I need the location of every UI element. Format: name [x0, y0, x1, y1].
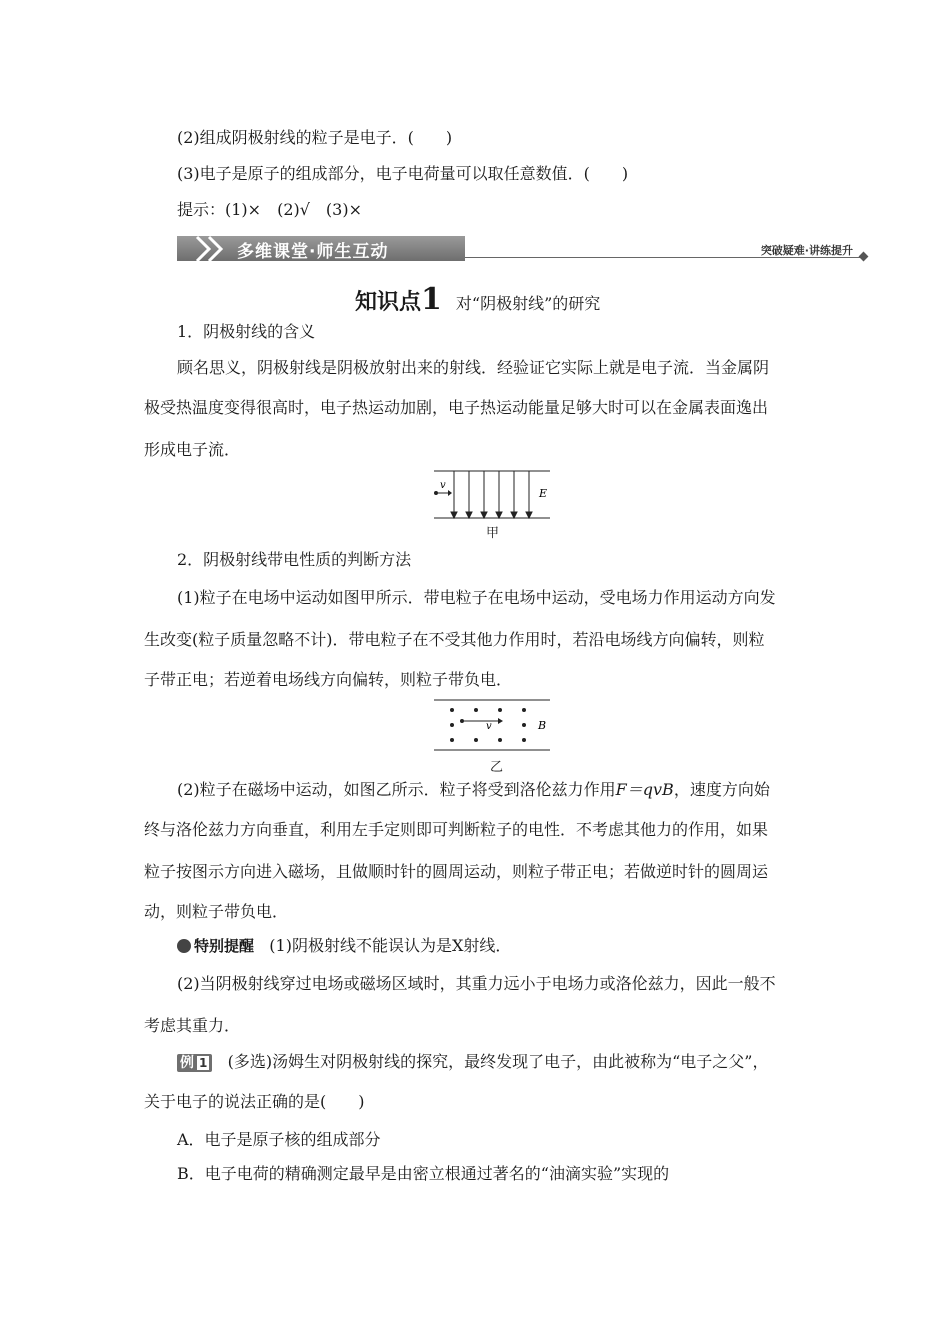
section3-p1b: ，速度方向始: [673, 780, 770, 799]
example-badge: [177, 1054, 212, 1072]
hint: 提示：(1)× (2)√ (3)×: [177, 200, 363, 219]
statement-2: (2)组成阴极射线的粒子是电子．( ): [177, 128, 453, 147]
kp-number: 1: [421, 282, 442, 317]
fig-yi-field-label: B: [538, 719, 547, 732]
lorentz-formula: F＝qvB: [615, 780, 674, 799]
section3-p1a: (2)粒子在磁场中运动，如图乙所示．粒子将受到洛伦兹力作用: [177, 780, 616, 799]
special-p2: (2)当阴极射线穿过电场或磁场区域时，其重力远小于电场力或洛伦兹力，因此一般不: [177, 974, 776, 993]
figure-magnetic-field: [428, 697, 558, 757]
special-p3: 考虑其重力．: [144, 1016, 241, 1035]
section3-p4: 动，则粒子带负电．: [144, 902, 289, 921]
special-label: 特别提醒: [194, 937, 255, 955]
special-p1: (1)阴极射线不能误认为是X射线．: [269, 936, 512, 955]
option-b: B．电子电荷的精确测定最早是由密立根通过著名的“油滴实验”实现的: [177, 1164, 670, 1183]
option-a: A．电子是原子核的组成部分: [177, 1130, 381, 1149]
section1-p2: 极受热温度变得很高时，电子热运动加剧，电子热运动能量足够大时可以在金属表面逸出: [144, 398, 769, 417]
fig-jia-v-label: v: [440, 480, 446, 491]
example-label: 例: [180, 1055, 194, 1071]
figure-jia-caption: 甲: [486, 526, 500, 541]
chevron-arrows-icon: [191, 234, 241, 264]
section2-heading: 2．阴极射线带电性质的判断方法: [177, 550, 412, 569]
knowledge-point-heading: [355, 282, 600, 317]
particle-dot: [434, 491, 438, 495]
figure-yi-caption: 乙: [490, 760, 504, 775]
special-reminder: [177, 936, 511, 956]
kp-label: 知识点: [355, 290, 422, 315]
example-q2: 关于电子的说法正确的是( ): [144, 1092, 365, 1111]
section1-p3: 形成电子流．: [144, 440, 241, 459]
fig-jia-field-label: E: [539, 487, 548, 500]
section1-p1: 顾名思义，阴极射线是阴极放射出来的射线．经验证它实际上就是电子流．当金属阴: [177, 358, 770, 377]
section3-p3: 粒子按图示方向进入磁场，且做顺时针的圆周运动，则粒子带正电；若做逆时针的圆周运: [144, 862, 769, 881]
section1-heading: 1．阴极射线的含义: [177, 322, 316, 341]
banner-title: 多维课堂·师生互动: [237, 242, 389, 262]
section-banner: [177, 234, 867, 264]
diamond-icon: [859, 252, 869, 262]
example-q1: (多选)汤姆生对阴极射线的探究，最终发现了电子，由此被称为“电子之父”，: [227, 1052, 769, 1071]
section2-p3: 子带正电；若逆着电场线方向偏转，则粒子带负电．: [144, 670, 513, 689]
section3-p2: 终与洛伦兹力方向垂直，利用左手定则即可判断粒子的电性．不考虑其他力的作用，如果: [144, 820, 769, 839]
example-number: 1: [199, 1056, 208, 1070]
section2-p2: 生改变(粒子质量忽略不计)．带电粒子在不受其他力作用时，若沿电场线方向偏转，则粒: [144, 630, 765, 649]
kp-title: 对“阴极射线”的研究: [455, 294, 601, 313]
smiley-icon: [177, 939, 191, 953]
fig-yi-v-label: v: [486, 721, 492, 732]
banner-right-text: 突破疑难·讲练提升: [760, 244, 853, 257]
section2-p1: (1)粒子在电场中运动如图甲所示．带电粒子在电场中运动，受电场力作用运动方向发: [177, 588, 776, 607]
section3-p1: [177, 780, 770, 800]
example-question: [177, 1052, 768, 1072]
statement-3: (3)电子是原子的组成部分，电子电荷量可以取任意数值．( ): [177, 164, 629, 183]
